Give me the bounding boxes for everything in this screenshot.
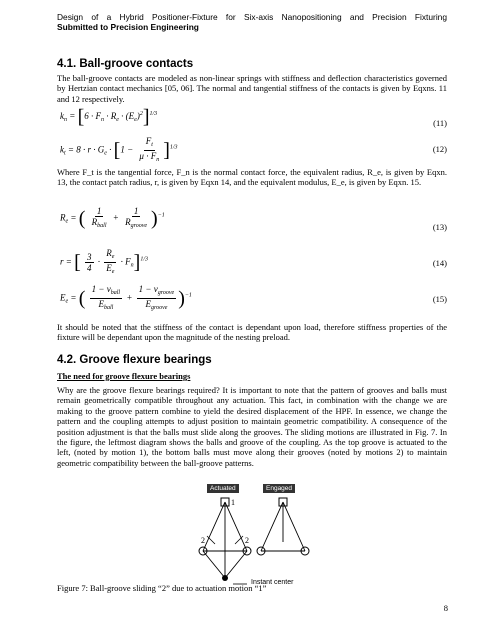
- header-word: and: [349, 12, 364, 22]
- header-word: of: [91, 12, 99, 22]
- page-number: 8: [443, 603, 448, 613]
- label-engaged: Engaged: [263, 484, 295, 493]
- header-word: Positioner-Fixture: [152, 12, 218, 22]
- header-title-line: [57, 12, 447, 22]
- header-word: a: [106, 12, 112, 22]
- where-paragraph: Where F_t is the tangential force, F_n is the normal contact force, the equivalent radius, R_e, is given by Eqxn. 13, the contact patch radius, r, is given by Eqxn 14, and the equivalent modulus, E_e, is given by Eqxn. 15.: [57, 167, 447, 188]
- header-word: Fixturing: [414, 12, 447, 22]
- header-word: Precision: [372, 12, 407, 22]
- header-journal: Submitted to Precision Engineering: [57, 22, 199, 32]
- motion-label-2b: 2: [245, 536, 249, 545]
- section-4-1-intro: The ball-groove contacts are modeled as non-linear springs with stiffness and deflection characteristics governed by Hertzian contact mechanics [05, 06]. The normal and tangential stiffness of the contacts is given by Eqxns. 11 and 12 respectively.: [57, 73, 447, 104]
- equation-12-number: (12): [432, 144, 447, 154]
- equation-14-number: (14): [432, 258, 447, 268]
- subheading: The need for groove flexure bearings: [57, 371, 191, 381]
- figure-7: [185, 484, 345, 594]
- header-word: Hybrid: [119, 12, 144, 22]
- header-word: Design: [57, 12, 84, 22]
- equation-11-number: (11): [433, 118, 447, 128]
- header-word: Nanopositioning: [281, 12, 342, 22]
- instant-center-point: [222, 575, 228, 581]
- equation-13: $R_e$ = ( $\frac{1}{R_{ball}}$ + $\frac{1}{R_{groove}}$ )$^{-1}$: [60, 206, 165, 230]
- equation-11: $k_n = [6 \cdot F_n \cdot R_e \cdot (E_e)^2]^{1/3}$: [60, 105, 158, 128]
- equation-14: r = [ $\frac{3}{4}$ · $\frac{R_e}{E_e}$ · $F_n]^{1/3}$: [60, 248, 149, 275]
- motion-label-2a: 2: [201, 536, 205, 545]
- section-title-4-1: 4.1. Ball-groove contacts: [57, 58, 194, 70]
- section-4-2-body: Why are the groove flexure bearings required? It is important to note that the pattern of grooves and balls must remain geometrically compatible throughout any actuation. This fact, in combination with the change we are making to the groove pattern combine to yield the desired displacement of the HPF. In essence, we change the pattern and the coupling attempts to adjust position to maintain geometric compatibility. A consequence of the position adjustment is that the balls must slide along the grooves. The sliding motions are illustrated in Fig. 7. In the figure, the leftmost diagram shows the balls and groove of the coupling. As the top groove is actuated to the left, (noted by motion 1), the bottom balls must move along their grooves (noted by motions 2) to maintain geometric compatibility between the ball-groove patterns.: [57, 385, 447, 468]
- label-actuated: Actuated: [207, 484, 239, 493]
- section-title-4-2: 4.2. Groove flexure bearings: [57, 354, 212, 366]
- equation-15: $E_e$ = ( $\frac{1 - \nu_{ball}}{E_{ball}}$ + $\frac{1 - \nu_{groove}}{E_{groove}}$ )$^{-1}$: [60, 284, 192, 311]
- equation-15-number: (15): [432, 294, 447, 304]
- header-word: Six-axis: [243, 12, 274, 22]
- motion-label-1: 1: [231, 498, 235, 507]
- stiffness-note: It should be noted that the stiffness of the contact is dependant upon load, therefore stiffness properties of the fixture will be dependant upon the magnitude of the nesting preload.: [57, 322, 447, 343]
- running-header: [57, 12, 447, 32]
- header-word: for: [225, 12, 236, 22]
- equation-13-number: (13): [432, 222, 447, 232]
- instant-center-label: Instant center: [251, 579, 294, 586]
- figure-caption: Figure 7: Ball-groove sliding “2” due to actuation motion “1”: [57, 583, 267, 593]
- equation-12: $k_t = 8 \cdot r \cdot G_e \cdot [1$ − $\frac{F_t}{\mu \cdot F_n}$ ]$^{1/3}$: [60, 136, 178, 163]
